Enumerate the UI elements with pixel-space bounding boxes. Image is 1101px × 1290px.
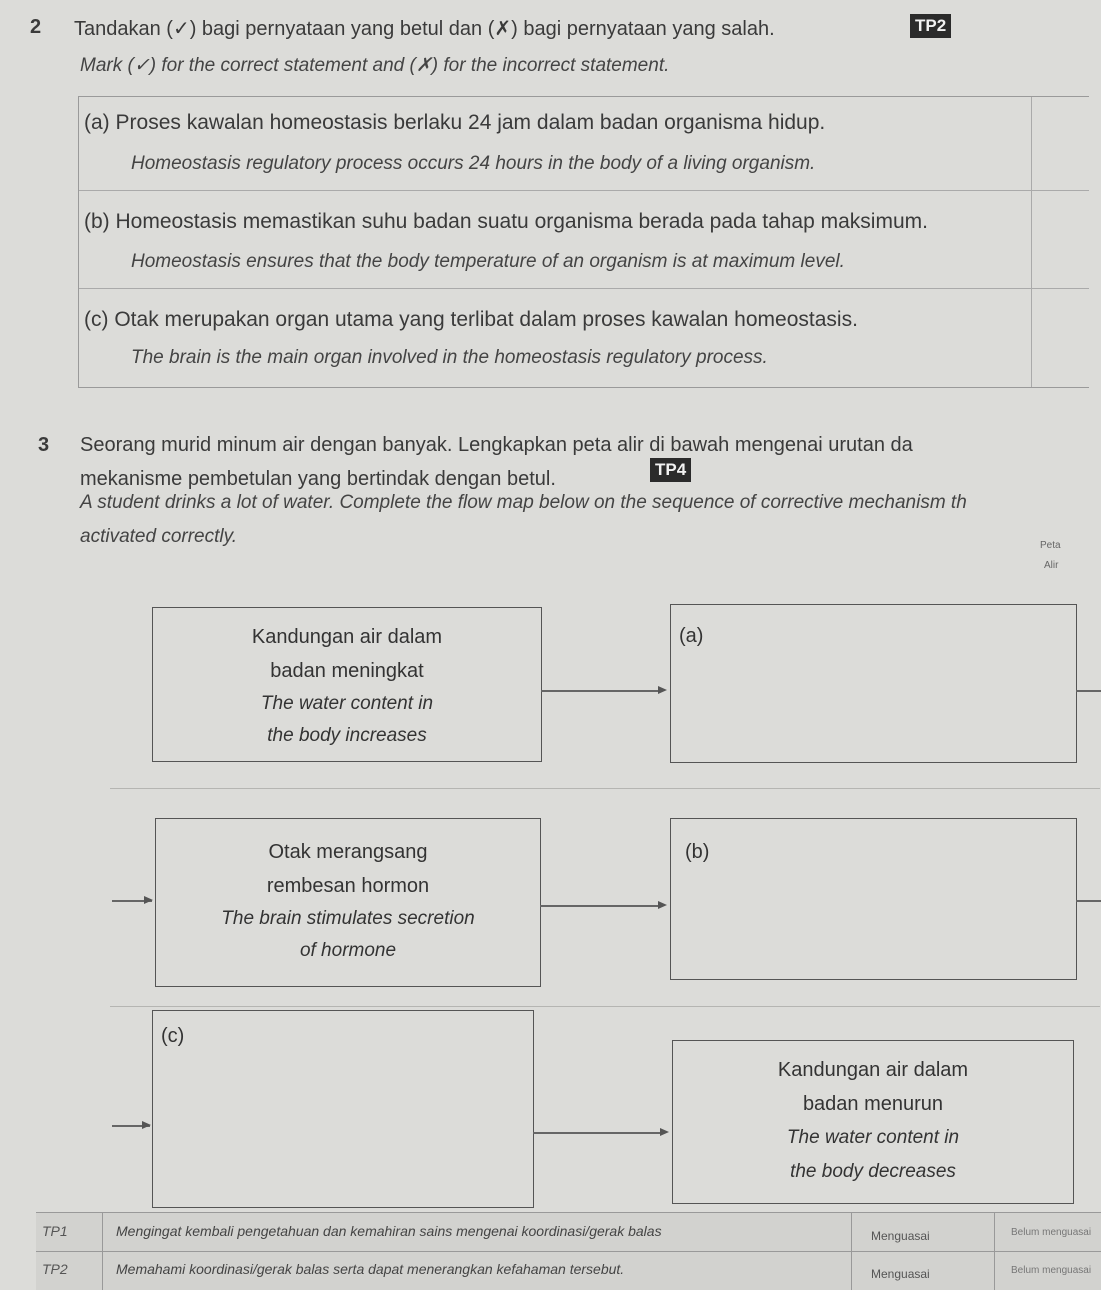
connector-line — [110, 788, 1100, 789]
rubric-level-alt: Belum menguasai — [1011, 1265, 1092, 1276]
arrow-right-icon — [144, 896, 153, 904]
statement-table — [78, 96, 1089, 388]
rubric-description: Mengingat kembali pengetahuan dan kemahiran sains mengenai koordinasi/gerak balas — [116, 1223, 662, 1239]
statement-english: Homeostasis regulatory process occurs 24 hours in the body of a living organism. — [131, 153, 816, 174]
arrow-right-icon — [142, 1121, 151, 1129]
flow-box-text: Otak merangsang — [268, 841, 428, 863]
flow-box-text: badan menurun — [802, 1093, 944, 1115]
flow-arrow-line — [540, 905, 662, 907]
arrow-right-icon — [658, 686, 667, 694]
flow-arrow-line — [533, 1132, 663, 1134]
statement-row — [79, 97, 1089, 191]
statement-english: Homeostasis ensures that the body temperature of an organism is at maximum level. — [131, 251, 845, 272]
flow-box-text: The water content in — [786, 1127, 960, 1148]
rubric-description: Memahami koordinasi/gerak balas serta dapat menerangkan kefahaman tersebut. — [116, 1261, 625, 1277]
flow-box-water-decreases — [672, 1040, 1074, 1204]
flow-box-text: of hormone — [299, 940, 397, 961]
flow-box-text: Kandungan air dalam — [251, 626, 443, 648]
arrow-right-icon — [660, 1128, 669, 1136]
side-label: Alir — [1044, 560, 1059, 571]
answer-box-b[interactable] — [670, 818, 1077, 980]
instruction-malay: mekanisme pembetulan yang bertindak dengan betul. — [80, 468, 556, 490]
flow-box-text: The water content in — [260, 693, 434, 714]
mark-answer-box[interactable] — [1031, 97, 1090, 190]
mark-answer-box[interactable] — [1031, 190, 1090, 288]
instruction-english: Mark (✓) for the correct statement and (✗) for the incorrect statement. — [80, 55, 670, 76]
answer-label: (c) — [161, 1025, 185, 1047]
mark-answer-box[interactable] — [1031, 288, 1090, 387]
answer-box-c[interactable] — [152, 1010, 534, 1208]
answer-label: (a) — [679, 625, 704, 647]
flow-arrow-line — [541, 690, 661, 692]
flow-box-text: rembesan hormon — [266, 875, 430, 897]
answer-label: (b) — [685, 841, 710, 863]
flow-box-text: badan meningkat — [270, 660, 424, 682]
rubric-level-alt: Belum menguasai — [1011, 1227, 1092, 1238]
statement-label: (a) — [84, 111, 110, 134]
flow-box-text: the body decreases — [790, 1161, 956, 1182]
rubric-table — [36, 1212, 1101, 1290]
rubric-level: Menguasai — [871, 1229, 930, 1243]
statement-row — [79, 190, 1089, 289]
question-number: 3 — [38, 434, 50, 456]
flow-box-brain-stimulates — [155, 818, 541, 987]
side-label: Peta — [1040, 540, 1061, 551]
rubric-tp: TP1 — [42, 1223, 68, 1239]
statement-malay: Proses kawalan homeostasis berlaku 24 jam dalam badan organisma hidup. — [115, 111, 826, 134]
question-number: 2 — [30, 16, 42, 38]
connector-line — [110, 1006, 1100, 1007]
instruction-english: activated correctly. — [80, 526, 237, 547]
flow-box-text: Kandungan air dalam — [777, 1059, 969, 1081]
statement-label: (c) — [84, 308, 109, 331]
instruction-english: A student drinks a lot of water. Complete the flow map below on the sequence of corrective mechanism th — [80, 492, 967, 513]
arrow-right-icon — [658, 901, 667, 909]
instruction-malay: Tandakan (✓) bagi pernyataan yang betul dan (✗) bagi pernyataan yang salah. — [74, 18, 775, 40]
flow-box-text: The brain stimulates secretion — [221, 908, 475, 929]
rubric-tp: TP2 — [42, 1261, 68, 1277]
instruction-malay: Seorang murid minum air dengan banyak. Lengkapkan peta alir di bawah mengenai urutan da — [80, 434, 913, 456]
rubric-level: Menguasai — [871, 1267, 930, 1281]
tp-badge: TP4 — [650, 458, 691, 482]
rubric-row — [36, 1251, 1101, 1289]
flow-box-text: the body increases — [267, 725, 427, 746]
statement-english: The brain is the main organ involved in the homeostasis regulatory process. — [131, 347, 768, 368]
statement-malay: Homeostasis memastikan suhu badan suatu organisma berada pada tahap maksimum. — [115, 210, 928, 233]
answer-box-a[interactable] — [670, 604, 1077, 763]
connector-line — [1076, 900, 1101, 902]
statement-label: (b) — [84, 210, 110, 233]
statement-malay: Otak merupakan organ utama yang terlibat dalam proses kawalan homeostasis. — [114, 308, 858, 331]
tp-badge: TP2 — [910, 14, 951, 38]
statement-row — [79, 288, 1089, 387]
flow-box-water-increases — [152, 607, 542, 762]
rubric-row — [36, 1213, 1101, 1252]
connector-line — [1076, 690, 1101, 692]
